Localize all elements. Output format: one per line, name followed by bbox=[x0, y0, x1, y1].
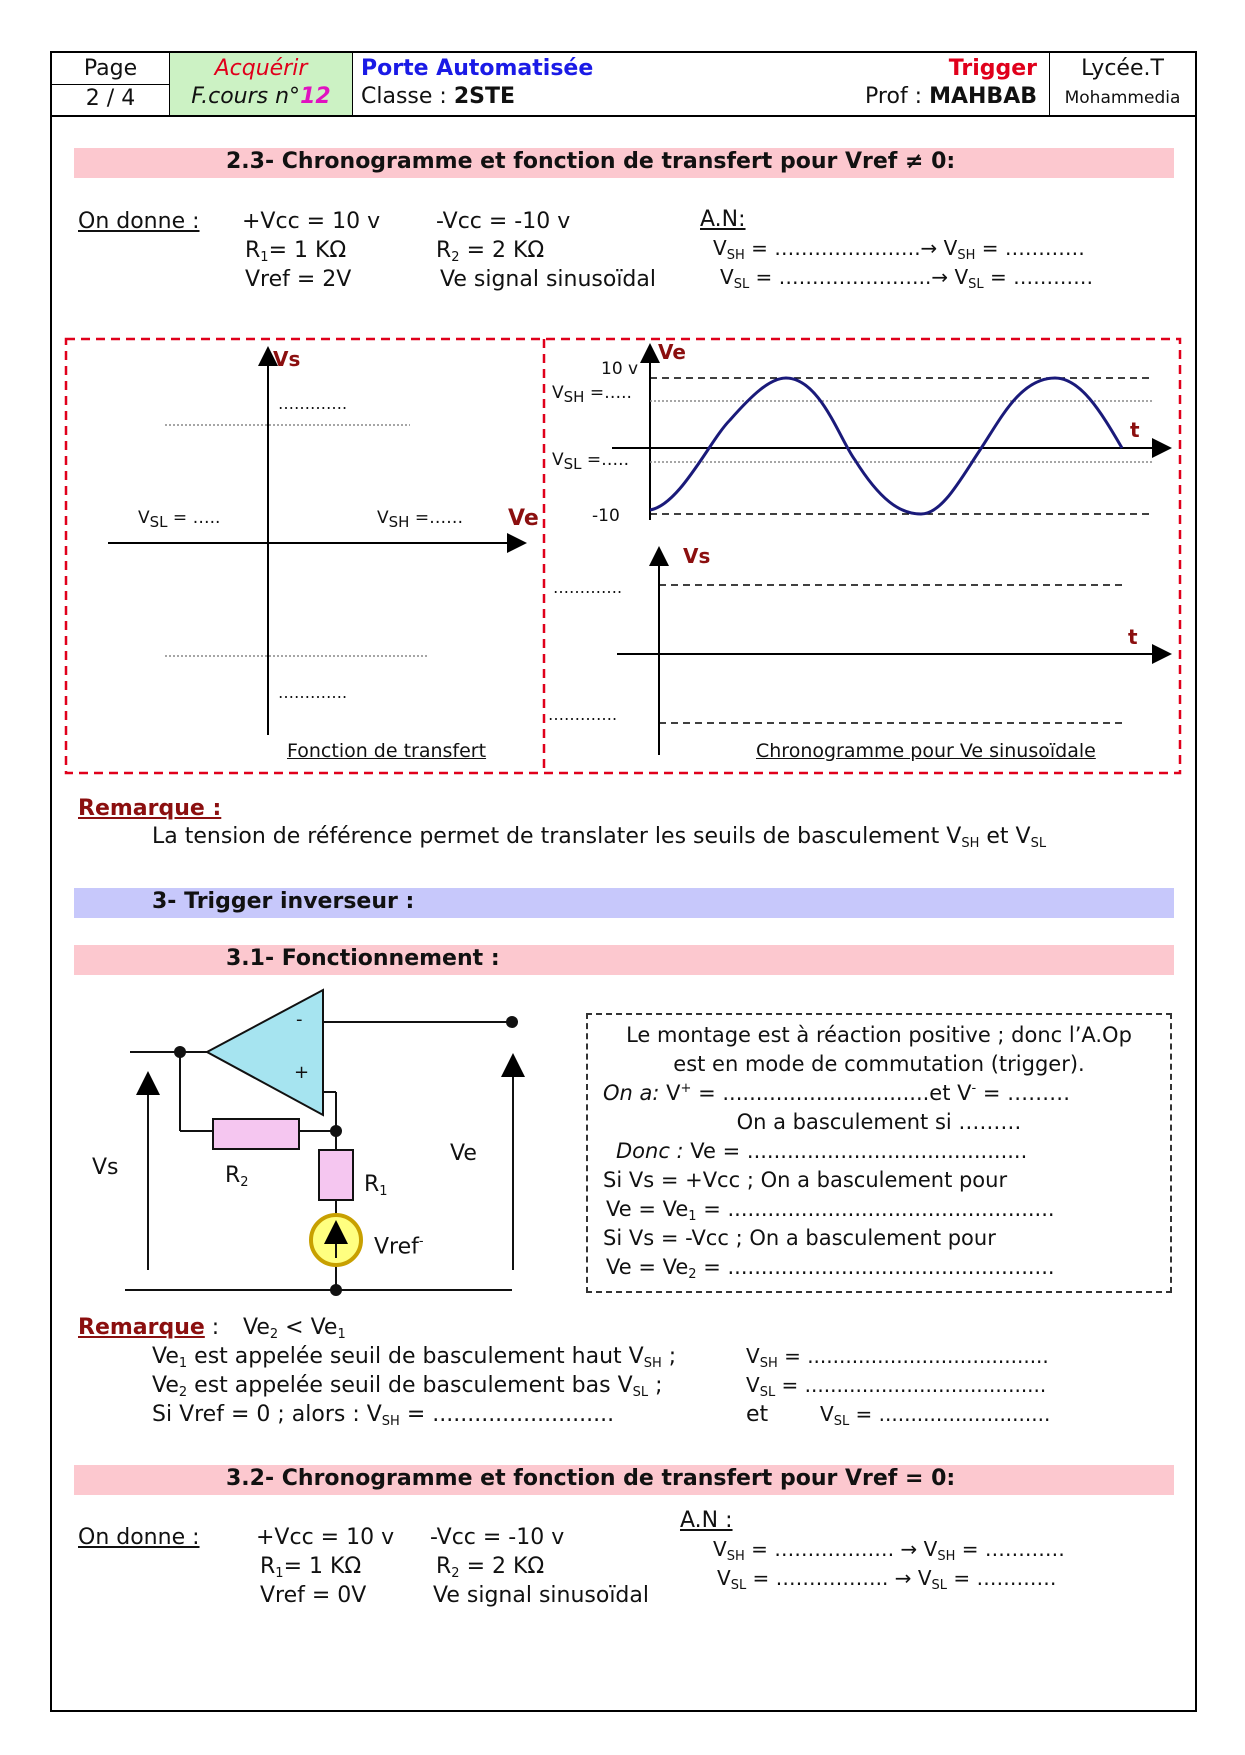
remarque2-et: et bbox=[746, 1402, 769, 1427]
circuit-ve-label: Ve bbox=[450, 1141, 477, 1166]
transfer-dots-top: …………. bbox=[278, 394, 348, 413]
course-title: Porte Automatisée bbox=[361, 56, 594, 81]
on-donne-32-label: On donne : bbox=[78, 1525, 200, 1550]
vcc-neg-32: -Vcc = -10 v bbox=[430, 1525, 565, 1550]
remarque2-compare: $Ve_2 < Ve_1$ bbox=[243, 1315, 346, 1342]
box-line-1: Le montage est à réaction positive ; donc l’A.Op bbox=[626, 1023, 1132, 1047]
r2-value-32: $R_2 = 2$ KΩ bbox=[436, 1554, 545, 1581]
an-label: A.N: bbox=[700, 207, 746, 232]
chrono-t-label: t bbox=[1130, 418, 1140, 442]
remarque2-line-1: $Ve_1$ est appelée seuil de basculement haut $V_{SH}$ ; bbox=[152, 1344, 677, 1371]
vcc-pos-32: +Vcc = 10 v bbox=[256, 1525, 395, 1550]
class-label: Classe : bbox=[361, 84, 454, 109]
transfer-vsl-label: $V_{SL}$ = ….. bbox=[138, 508, 221, 531]
box-line-7: $Ve = Ve_1$ = ................................................. bbox=[606, 1197, 1055, 1224]
chrono-vs-label: Vs bbox=[683, 544, 711, 568]
chrono-dots-top: …………. bbox=[553, 578, 623, 597]
opamp-plus: + bbox=[294, 1062, 310, 1083]
chrono-m10: -10 bbox=[592, 506, 620, 526]
vref-value-32: Vref = 0V bbox=[260, 1583, 367, 1608]
vref-value: Vref = 2V bbox=[245, 267, 352, 292]
transfer-vs-label: Vs bbox=[273, 347, 301, 371]
remarque2-header: Remarque : bbox=[78, 1315, 220, 1340]
resistor-r2 bbox=[213, 1119, 299, 1149]
transfer-vsh-label: $V_{SH}$ =…… bbox=[377, 508, 464, 531]
chrono-t2-label: t bbox=[1128, 625, 1138, 649]
ve-signal-32: Ve signal sinusoïdal bbox=[433, 1583, 649, 1608]
section-3-1-title: 3.1- Fonctionnement : bbox=[226, 946, 500, 971]
circuit-r1-label: $R_1$ bbox=[364, 1172, 388, 1199]
fcours-label: F.cours n° bbox=[191, 84, 301, 109]
on-donne-label: On donne : bbox=[78, 209, 200, 234]
school-city: Mohammedia bbox=[1064, 88, 1181, 108]
chrono-10v: 10 v bbox=[601, 359, 639, 379]
chrono-vsh-label: $V_{SH}$ =….. bbox=[552, 383, 632, 406]
school-name: Lycée.T bbox=[1081, 56, 1164, 81]
acquerir-label: Acquérir bbox=[214, 56, 308, 81]
vcc-pos: +Vcc = 10 v bbox=[242, 209, 381, 234]
remarque2-line-2: $Ve_2$ est appelée seuil de basculement bas $V_{SL}$ ; bbox=[152, 1373, 663, 1400]
explanation-box bbox=[586, 1013, 1172, 1293]
opamp bbox=[207, 990, 323, 1115]
box-line-2: est en mode de commutation (trigger). bbox=[673, 1052, 1085, 1076]
an-32-vsh-line: $V_{SH}$ = ……………… → $V_{SH}$ = ………… bbox=[713, 1537, 1065, 1564]
class-value: 2STE bbox=[453, 84, 515, 109]
prof-label: Prof : bbox=[865, 84, 930, 109]
vref-source bbox=[311, 1215, 361, 1265]
an-32-vsl-line: $V_{SL}$ = …………….. → $V_{SL}$ = ………… bbox=[717, 1566, 1057, 1593]
remarque2-vsl: $V_{SL}$ = ...................................... bbox=[746, 1373, 1047, 1400]
r2-value: $R_2 = 2$ KΩ bbox=[436, 238, 545, 265]
box-line-8: Si Vs = -Vcc ; On a basculement pour bbox=[603, 1226, 996, 1250]
page-number: 2 / 4 bbox=[85, 86, 136, 111]
remarque2-vsh: $V_{SH}$ = ...................................... bbox=[746, 1344, 1049, 1371]
section-3-2-band bbox=[74, 1465, 1174, 1495]
topic-title: Trigger bbox=[948, 56, 1037, 81]
vcc-neg: -Vcc = -10 v bbox=[436, 209, 571, 234]
resistor-r1 bbox=[319, 1150, 353, 1200]
section-3-2-title: 3.2- Chronogramme et fonction de transfert pour Vref = 0: bbox=[226, 1466, 956, 1491]
chrono-ve-label: Ve bbox=[658, 340, 686, 364]
section-2-3-title: 2.3- Chronogramme et fonction de transfert pour Vref ≠ 0: bbox=[226, 149, 956, 174]
remarque2-vsl0: $V_{SL}$ = ........................... bbox=[820, 1402, 1051, 1429]
box-line-5: Donc : Ve = .......................................... bbox=[616, 1139, 1028, 1163]
an-32-label: A.N : bbox=[680, 1508, 733, 1533]
box-line-4: On a basculement si ……… bbox=[736, 1110, 1022, 1134]
circuit-vs-label: Vs bbox=[92, 1155, 119, 1180]
ve-signal: Ve signal sinusoïdal bbox=[440, 267, 656, 292]
transfer-ve-label: Ve bbox=[508, 506, 539, 531]
circuit-r2-label: $R_2$ bbox=[225, 1163, 249, 1190]
remarque1-text: La tension de référence permet de translater les seuils de basculement $V_{SH}$ et $V_{SL}$ bbox=[152, 824, 1047, 851]
r1-value: $R_1= 1$ KΩ bbox=[245, 238, 347, 265]
box-line-6: Si Vs = +Vcc ; On a basculement pour bbox=[603, 1168, 1008, 1192]
box-line-9: $Ve = Ve_2$ = ................................................. bbox=[606, 1255, 1055, 1282]
chrono-vsl-label: $V_{SL}$ =….. bbox=[552, 450, 629, 473]
page-label: Page bbox=[83, 56, 138, 81]
prof-name: MAHBAB bbox=[929, 84, 1037, 109]
opamp-minus: - bbox=[296, 1009, 303, 1030]
box-line-3: On a: V+ = ...............................et V- = ……… bbox=[603, 1081, 1071, 1105]
transfer-dots-bottom: …………. bbox=[278, 683, 348, 702]
circuit-vref-label: Vref- bbox=[374, 1234, 424, 1260]
an-vsl-line: $V_{SL}$ = …………………..→ $V_{SL}$ = ………… bbox=[720, 265, 1094, 292]
an-vsh-line: $V_{SH}$ = ………………….→ $V_{SH}$ = ………… bbox=[713, 236, 1085, 263]
remarque1-label: Remarque : bbox=[78, 796, 222, 821]
caption-chrono: Chronogramme pour Ve sinusoïdale bbox=[756, 740, 1096, 762]
r1-value-32: $R_1= 1$ KΩ bbox=[260, 1554, 362, 1581]
fcours-number: 12 bbox=[300, 84, 331, 109]
remarque2-line-3: Si Vref = 0 ; alors : $V_{SH}$ = .......................... bbox=[152, 1402, 615, 1429]
caption-transfer: Fonction de transfert bbox=[287, 740, 487, 762]
section-3-title: 3- Trigger inverseur : bbox=[152, 889, 415, 914]
chrono-dots-bottom: …………. bbox=[548, 705, 618, 724]
